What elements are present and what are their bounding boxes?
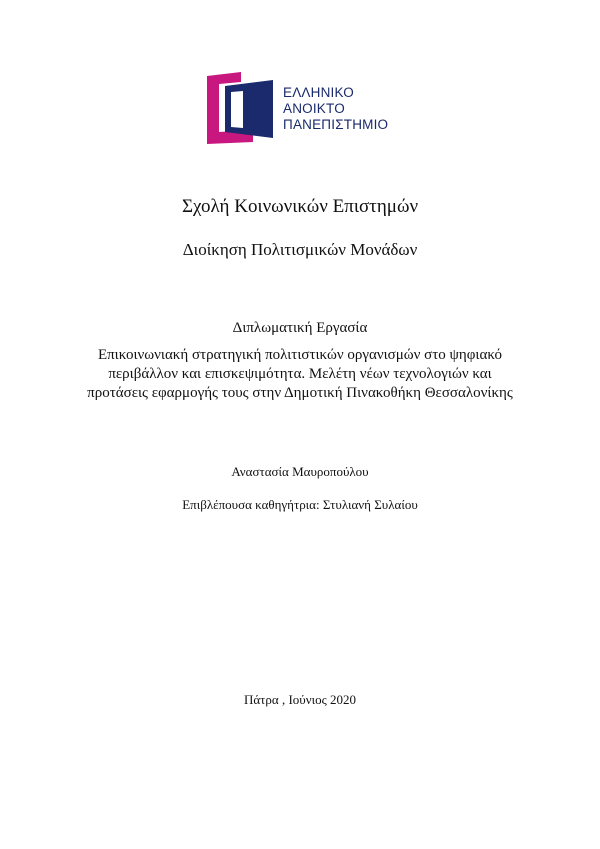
place-date: Πάτρα , Ιούνιος 2020 [243, 692, 356, 707]
university-logo [207, 72, 397, 144]
supervisor: Επιβλέπουσα καθηγήτρια: Στυλιανή Συλαίου [182, 497, 418, 512]
logo-line-3: ΠΑΝΕΠΙΣΤΗΜΙΟ [283, 117, 389, 132]
logo-line-2: ΑΝΟΙΚΤΟ [283, 101, 345, 116]
logo-wordmark [283, 85, 388, 133]
thesis-type: Διπλωματική Εργασία [232, 320, 368, 336]
thesis-title: Επικοινωνιακή στρατηγική πολιτιστικών οργανισμών στο ψηφιακό περιβάλλον και επισκεψιμότητα. Μελέτη νέων τεχνολογιών και προτάσεις εφαρμογής τους στην Δημοτική Πινακοθήκη Θεσσαλονίκης [87, 347, 513, 401]
author-name: Αναστασία Μαυροπούλου [231, 464, 369, 479]
program-name: Διοίκηση Πολιτισμικών Μονάδων [182, 240, 418, 259]
school-name: Σχολή Κοινωνικών Επιστημών [181, 196, 419, 217]
logo-line-1: ΕΛΛΗΝΙΚΟ [283, 85, 354, 100]
logo-mark-icon [207, 72, 277, 144]
